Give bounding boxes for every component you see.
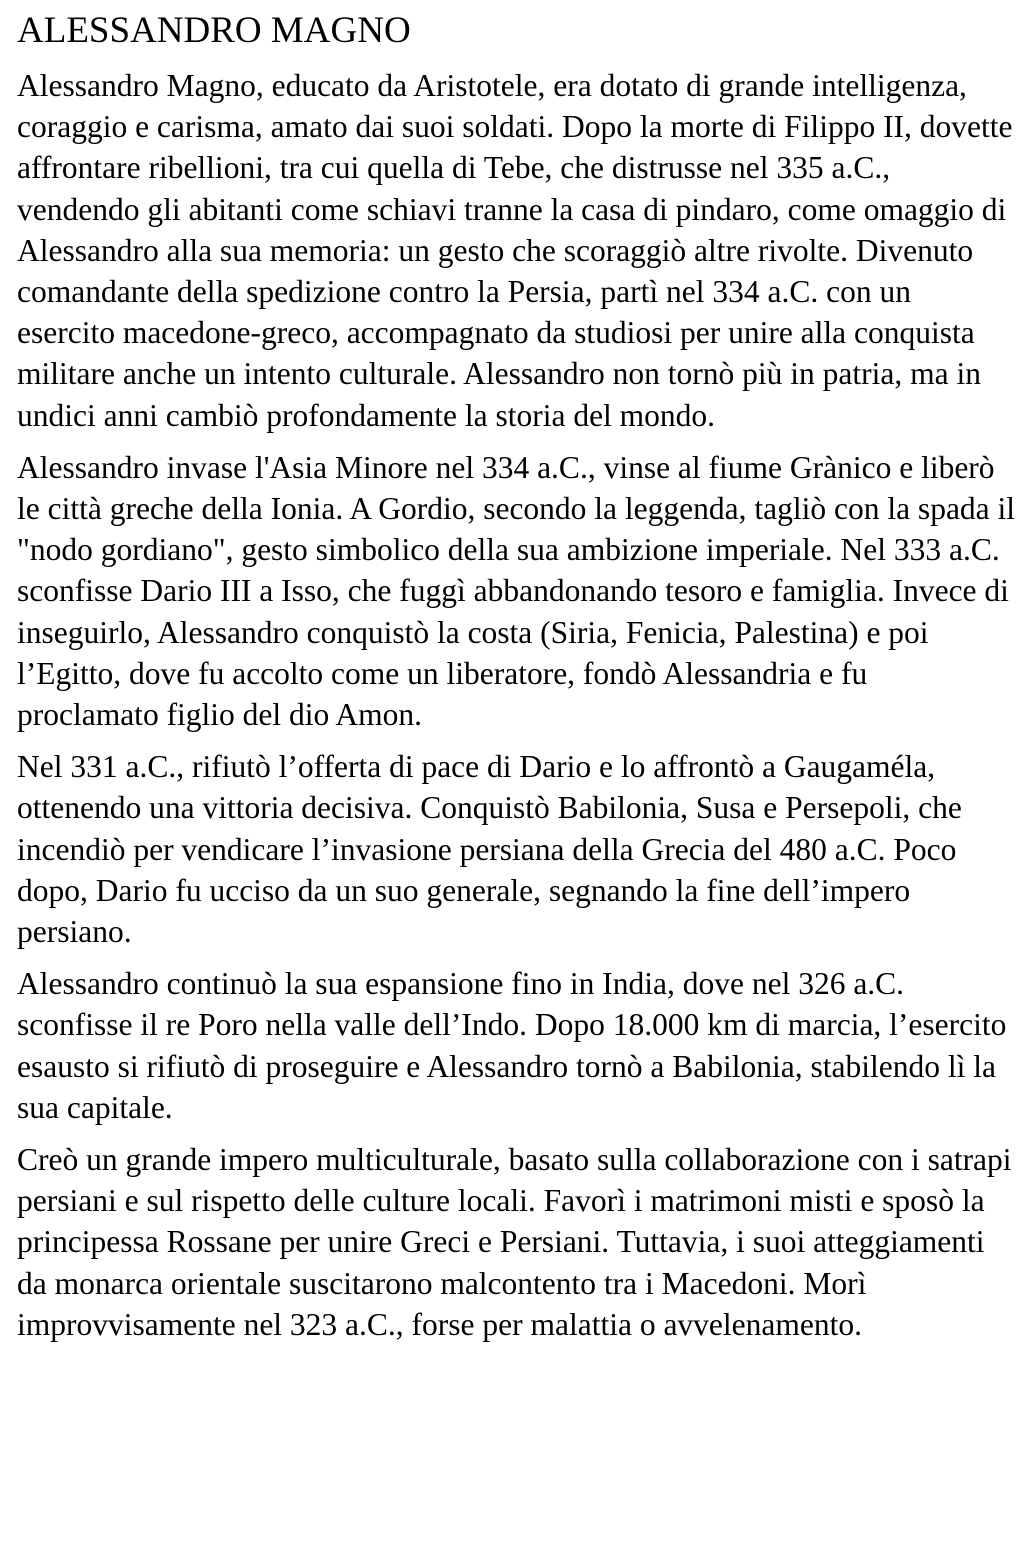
paragraph-india-campaign: Alessandro continuò la sua espansione fino in India, dove nel 326 a.C. sconfisse il re Poro nella valle dell’Indo. Dopo 18.000 km di marcia, l’esercito esausto si rifiutò di proseguire e Alessandro tornò a Babilonia, stabilendo lì la sua capitale. bbox=[17, 966, 1007, 1125]
paragraph-gaugamela-and-persia: Nel 331 a.C., rifiutò l’offerta di pace di Dario e lo affrontò a Gaugaméla, ottenendo una vittoria decisiva. Conquistò Babilonia, Susa e Persepoli, che incendiò per vendicare l’invasione persiana della Grecia del 480 a.C. Poco dopo, Dario fu ucciso da un suo generale, segnando la fine dell’impero persiano. bbox=[17, 749, 962, 950]
page-title: ALESSANDRO MAGNO bbox=[17, 10, 411, 51]
paragraph-empire-and-death: Creò un grande impero multiculturale, basato sulla collaborazione con i satrapi persiani e sul rispetto delle culture locali. Favorì i matrimoni misti e sposò la principessa Rossane per unire Greci e Persiani. Tuttavia, i suoi atteggiamenti da monarca orientale suscitarono malcontento tra i Macedoni. Morì improvvisamente nel 323 a.C., forse per malattia o avvelenamento. bbox=[17, 1142, 1012, 1342]
paragraph-asia-minor-and-egypt: Alessandro invase l'Asia Minore nel 334 a.C., vinse al fiume Grànico e liberò le città greche della Ionia. A Gordio, secondo la leggenda, tagliò con la spada il "nodo gordiano", gesto simbolico della sua ambizione imperiale. Nel 333 a.C. sconfisse Dario III a Isso, che fuggì abbandonando tesoro e famiglia. Invece di inseguirlo, Alessandro conquistò la costa (Siria, Fenicia, Palestina) e poi l’Egitto, dove fu accolto come un liberatore, fondò Alessandria e fu proclamato figlio del dio Amon. bbox=[17, 449, 1016, 733]
paragraph-education-and-rise: Alessandro Magno, educato da Aristotele, era dotato di grande intelligenza, coraggio e carisma, amato dai suoi soldati. Dopo la morte di Filippo II, dovette affrontare ribellioni, tra cui quella di Tebe, che distrusse nel 335 a.C., vendendo gli abitanti come schiavi tranne la casa di pindaro, come omaggio di Alessandro alla sua memoria: un gesto che scoraggiò altre rivolte. Divenuto comandante della spedizione contro la Persia, partì nel 334 a.C. con un esercito macedone-greco, accompagnato da studiosi per unire alla conquista militare anche un intento culturale. Alessandro non tornò più in patria, ma in undici anni cambiò profondamente la storia del mondo. bbox=[17, 68, 1013, 433]
